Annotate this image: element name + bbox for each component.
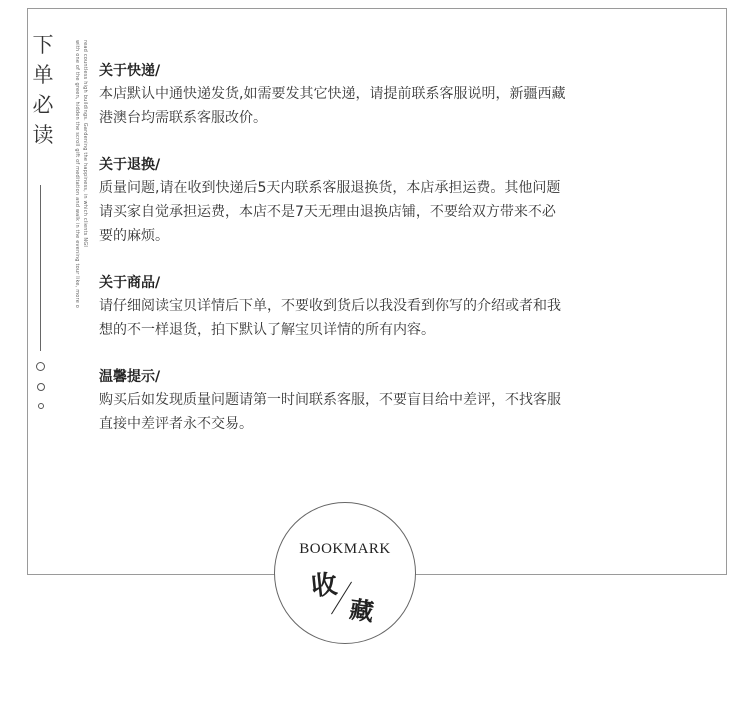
- section-line: 请买家自觉承担运费，本店不是7天无理由退换店铺，不要给双方带来不必: [99, 204, 556, 220]
- notice-sections: [99, 60, 639, 460]
- circle-dot-icon: [36, 362, 45, 371]
- vertical-title: [32, 30, 54, 150]
- title-char: 必: [32, 93, 54, 117]
- section-products: [99, 272, 639, 342]
- section-title: 关于快递/: [99, 63, 161, 79]
- title-char: 单: [32, 63, 54, 87]
- circle-dot-icon: [38, 403, 44, 409]
- section-shipping: [99, 60, 639, 130]
- bookmark-label: BOOKMARK: [299, 541, 391, 557]
- title-char: 下: [32, 33, 54, 57]
- section-line: 请仔细阅读宝贝详情后下单，不要收到货后以我没看到你写的介绍或者和我: [99, 298, 561, 314]
- section-returns: [99, 154, 639, 248]
- section-title: 关于退换/: [99, 157, 161, 173]
- bookmark-badge[interactable]: [274, 502, 416, 644]
- section-line: 直接中差评者永不交易。: [99, 416, 253, 432]
- section-line: 本店默认中通快递发货,如需要发其它快递，请提前联系客服说明，新疆西藏: [99, 86, 566, 102]
- section-line: 质量问题,请在收到快递后5天内联系客服退换货，本店承担运费。其他问题: [99, 180, 561, 196]
- section-line: 港澳台均需联系客服改价。: [99, 110, 267, 126]
- section-line: 购买后如发现质量问题请第一时间联系客服，不要盲目给中差评，不找客服: [99, 392, 561, 408]
- title-char: 读: [32, 123, 54, 147]
- vertical-divider: [40, 185, 41, 351]
- bookmark-char: 藏: [347, 594, 376, 627]
- circle-dot-icon: [37, 383, 45, 391]
- micro-text-line: with one of the green, hidden the scroll gift of meditation and walk in the evening tour like, more o: [74, 40, 80, 309]
- section-tips: [99, 366, 639, 436]
- micro-text-line: read countless high buildings. Gardening the happiness, in which clients NGI: [82, 40, 88, 248]
- section-title: 关于商品/: [99, 275, 161, 291]
- section-title: 温馨提示/: [99, 369, 161, 385]
- decorative-micro-text: [70, 40, 90, 309]
- section-line: 想的不一样退货，拍下默认了解宝贝详情的所有内容。: [99, 322, 435, 338]
- section-line: 要的麻烦。: [99, 228, 169, 244]
- bookmark-char: 收: [309, 569, 339, 603]
